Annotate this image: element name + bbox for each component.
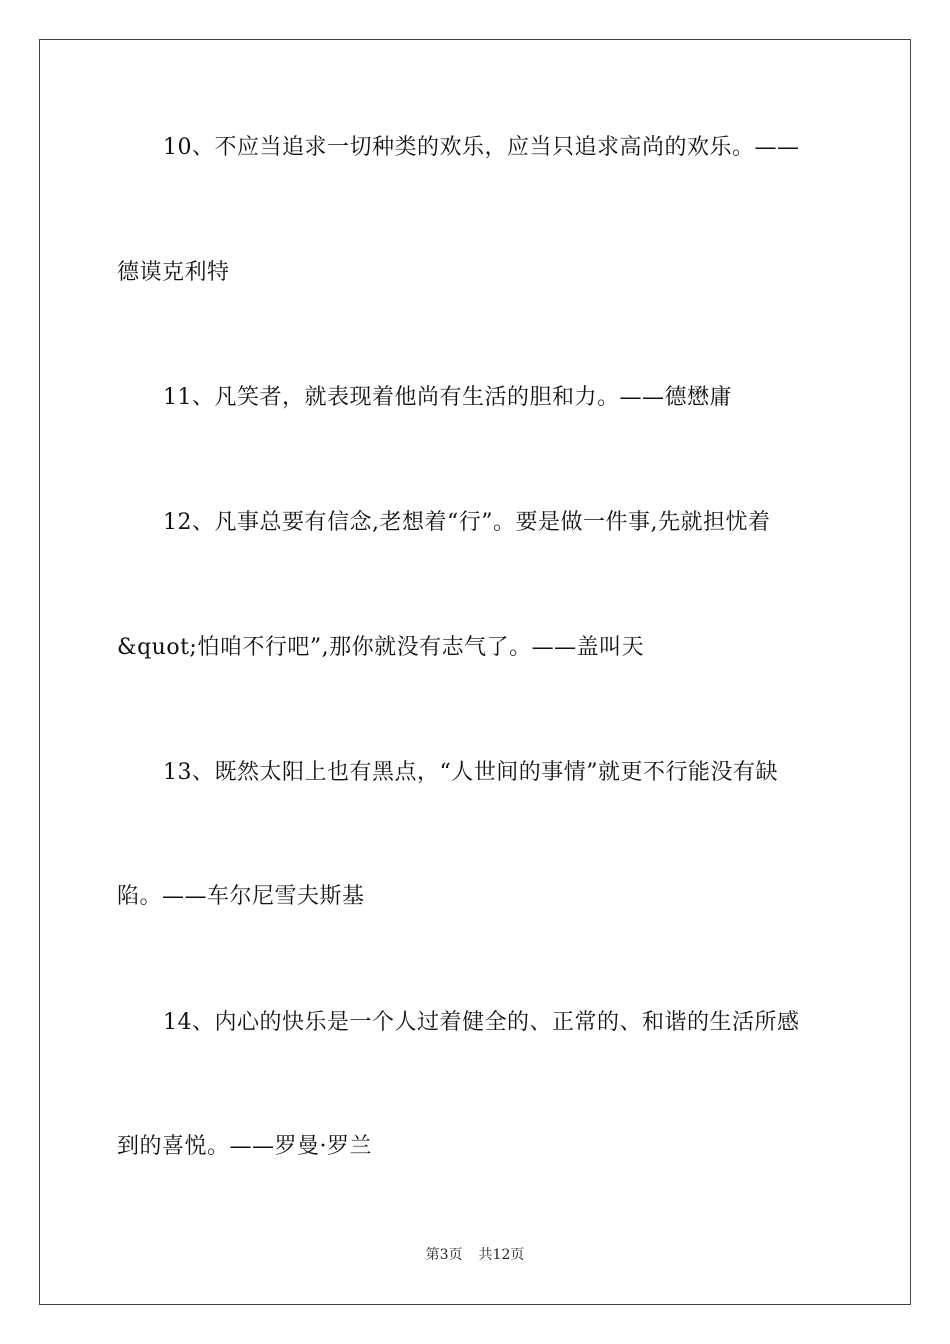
quote-13-line-1: 13、既然太阳上也有黑点，“人世间的事情”就更不行能没有缺: [163, 760, 778, 785]
page-number: 第3页: [425, 1247, 463, 1263]
quote-13-line-2: 陷。——车尔尼雪夫斯基: [117, 884, 365, 909]
quote-12-line-2: &quot;怕咱不行吧”,那你就没有志气了。——盖叫天: [117, 635, 645, 660]
page-border: [39, 39, 911, 1305]
quote-14-line-2: 到的喜悦。——罗曼·罗兰: [117, 1134, 372, 1159]
quote-10-line-2: 德谟克利特: [117, 260, 230, 285]
page-total: 共12页: [478, 1247, 525, 1263]
quote-14-line-1: 14、内心的快乐是一个人过着健全的、正常的、和谐的生活所感: [163, 1010, 800, 1035]
quote-10-line-1: 10、不应当追求一切种类的欢乐，应当只追求高尚的欢乐。——: [163, 135, 800, 160]
page-footer: [0, 1245, 950, 1265]
quote-11-line-1: 11、凡笑者，就表现着他尚有生活的胆和力。——德懋庸: [163, 385, 732, 410]
quote-12-line-1: 12、凡事总要有信念,老想着“行”。要是做一件事,先就担忧着: [163, 510, 771, 535]
